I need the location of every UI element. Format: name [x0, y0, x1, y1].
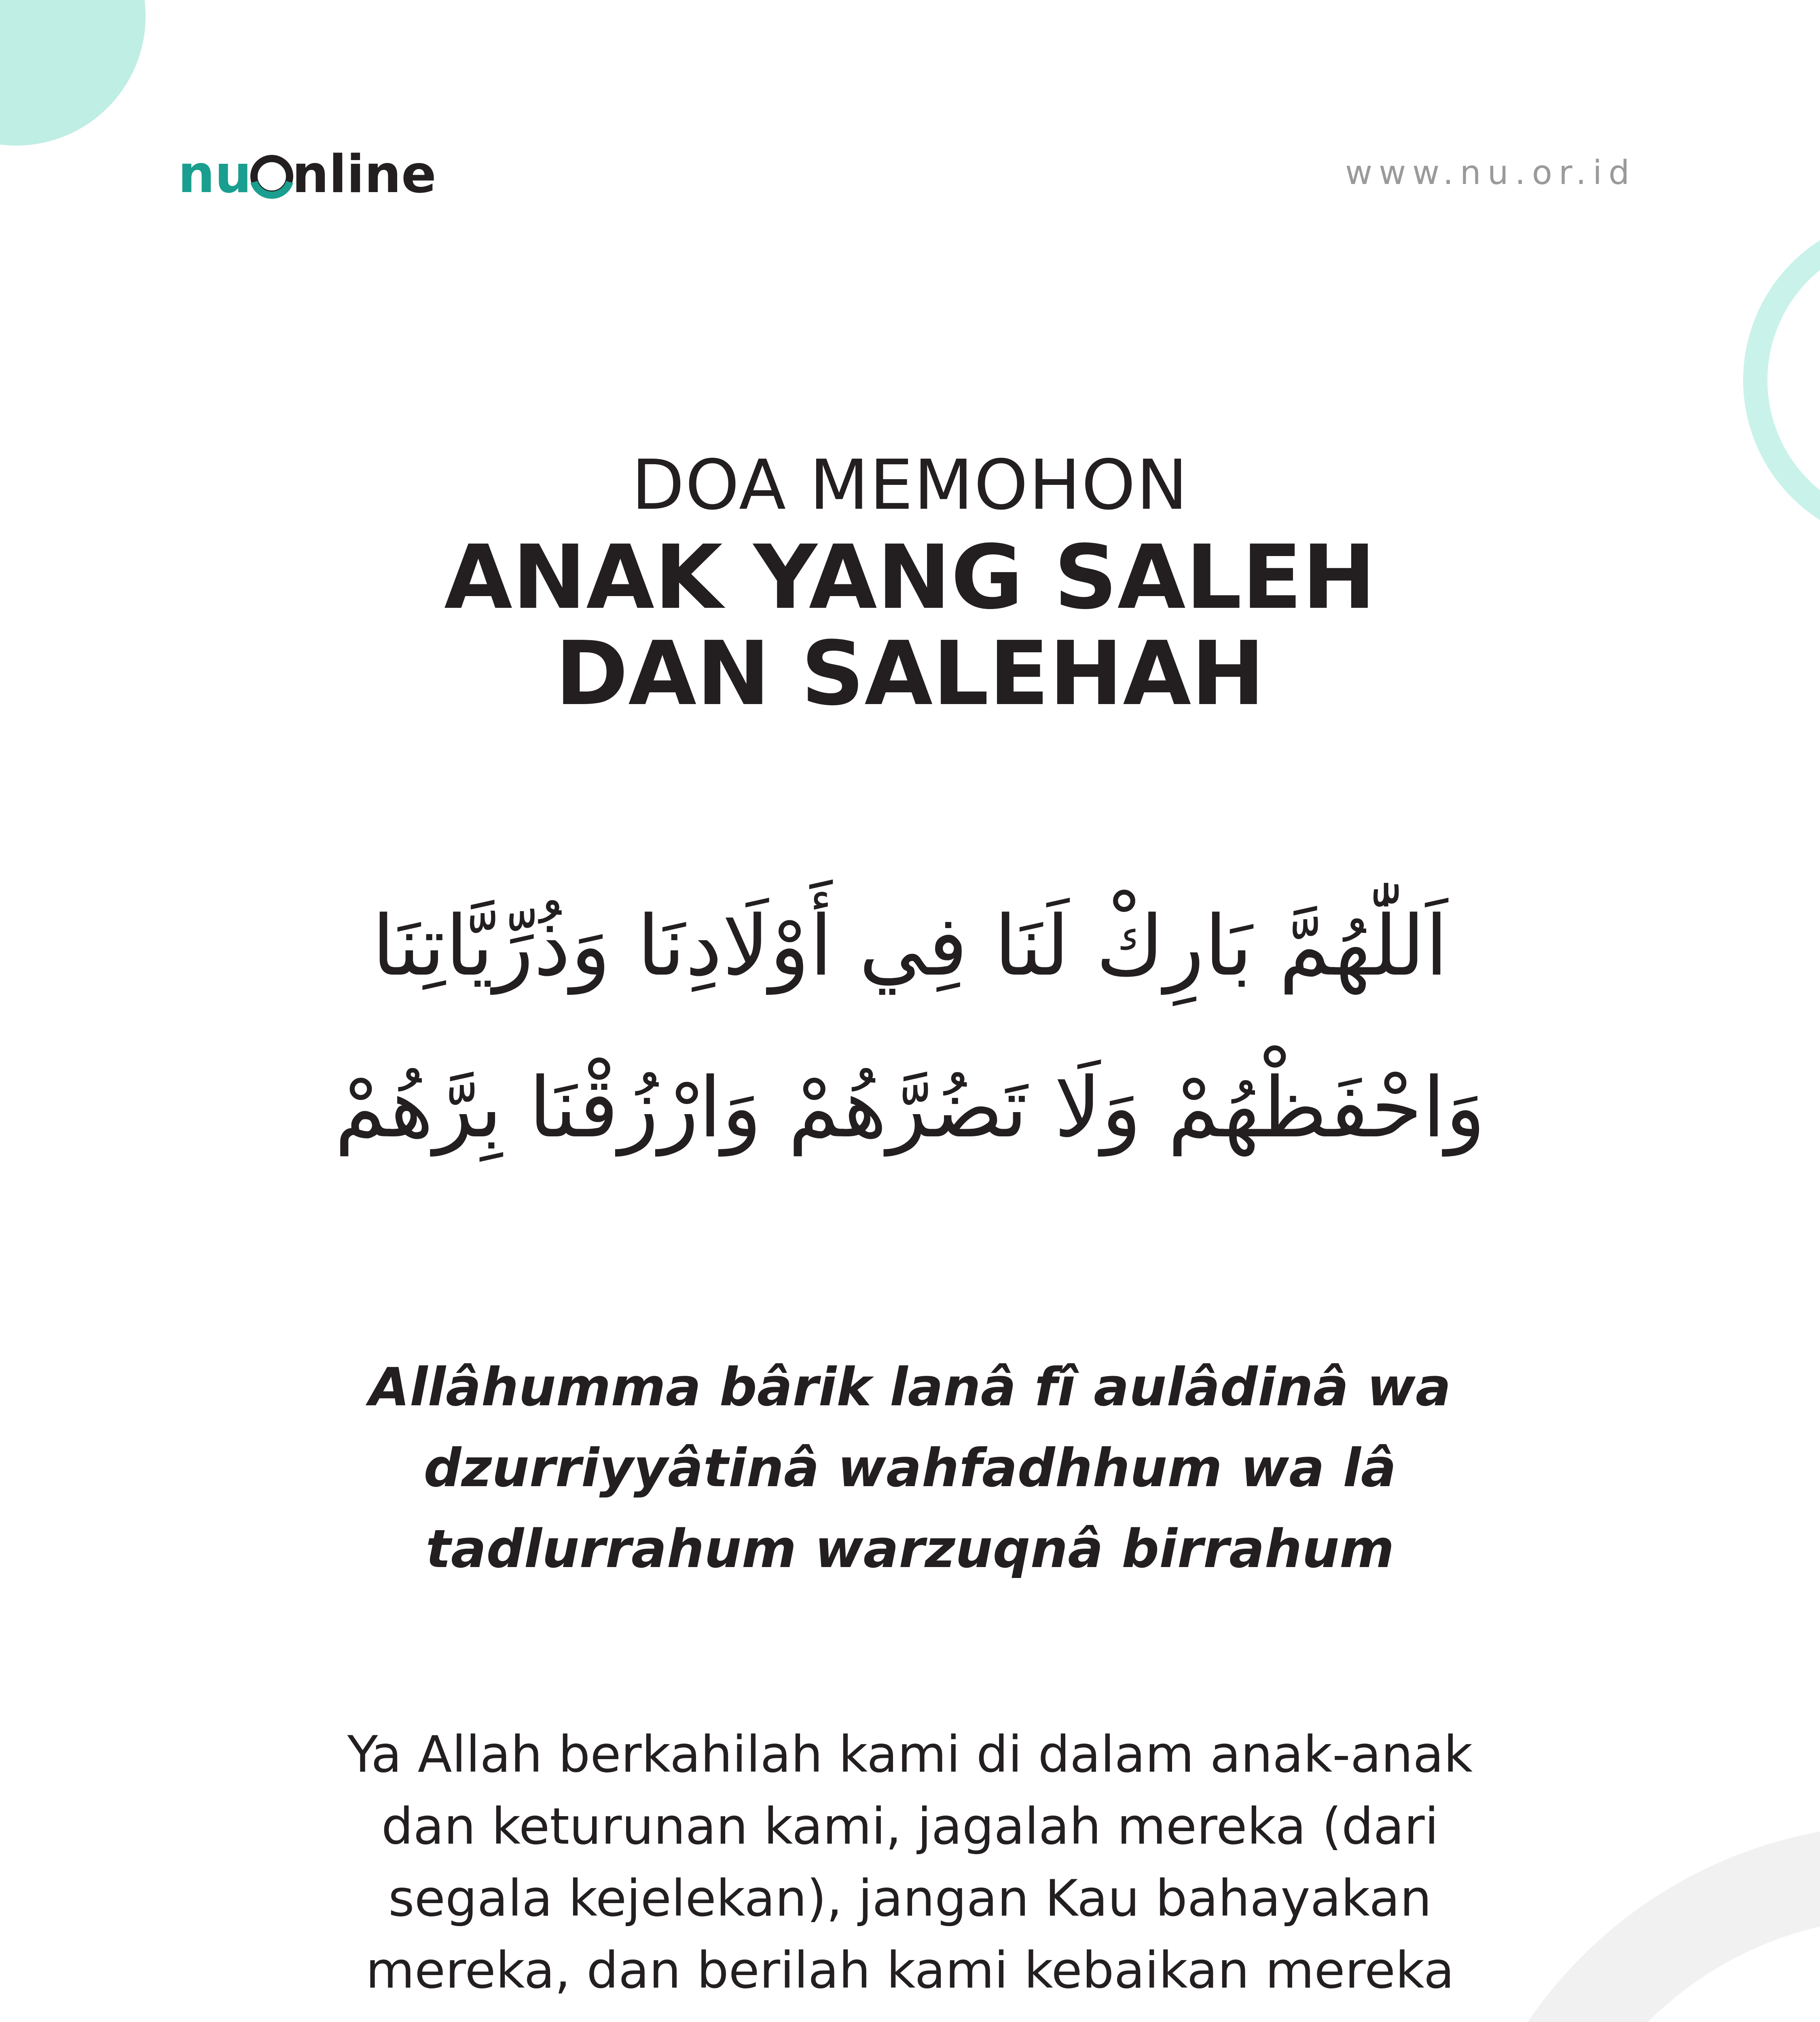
nu-online-logo[interactable] — [178, 142, 436, 210]
logo-text-nu: nu — [178, 144, 252, 205]
logo-text-nline: nline — [292, 144, 436, 205]
indonesian-translation — [162, 1719, 1658, 2007]
title-line-2: ANAK YANG SALEH — [444, 527, 1376, 629]
mint-circle — [0, 0, 146, 146]
translation-line-2: dan keturunan kami, jagalah mereka (dari — [381, 1798, 1439, 1856]
title-line-3: DAN SALEHAH — [555, 623, 1265, 725]
translation-line-4: mereka, dan berilah kami kebaikan mereka — [366, 1942, 1454, 2000]
arabic-line-2: وَاحْفَظْهُمْ وَلَا تَضُرَّهُمْ وَارْزُقْنَا بِرَّهُمْ — [334, 1060, 1486, 1156]
latin-transliteration — [202, 1347, 1618, 1589]
title-block — [0, 441, 1820, 725]
translation-line-3: segala kejelekan), jangan Kau bahayakan — [388, 1870, 1432, 1928]
title-line-1: DOA MEMOHON — [631, 445, 1189, 525]
latin-line-3: tadlurrahum warzuqnâ birrahum — [425, 1518, 1395, 1580]
site-url[interactable]: www.nu.or.id — [1345, 154, 1636, 192]
translation-line-1: Ya Allah berkahilah kami di dalam anak-anak — [347, 1726, 1473, 1784]
arabic-line-1: اَللّٰهُمَّ بَارِكْ لَنَا فِي أَوْلَادِنَا وَذُرِّيَّاتِنَا — [372, 898, 1448, 994]
latin-line-1: Allâhumma bârik lanâ fî aulâdinâ wa — [369, 1356, 1451, 1418]
latin-line-2: dzurriyyâtinâ wahfadhhum wa lâ — [423, 1437, 1397, 1499]
arabic-prayer — [162, 865, 1658, 1189]
